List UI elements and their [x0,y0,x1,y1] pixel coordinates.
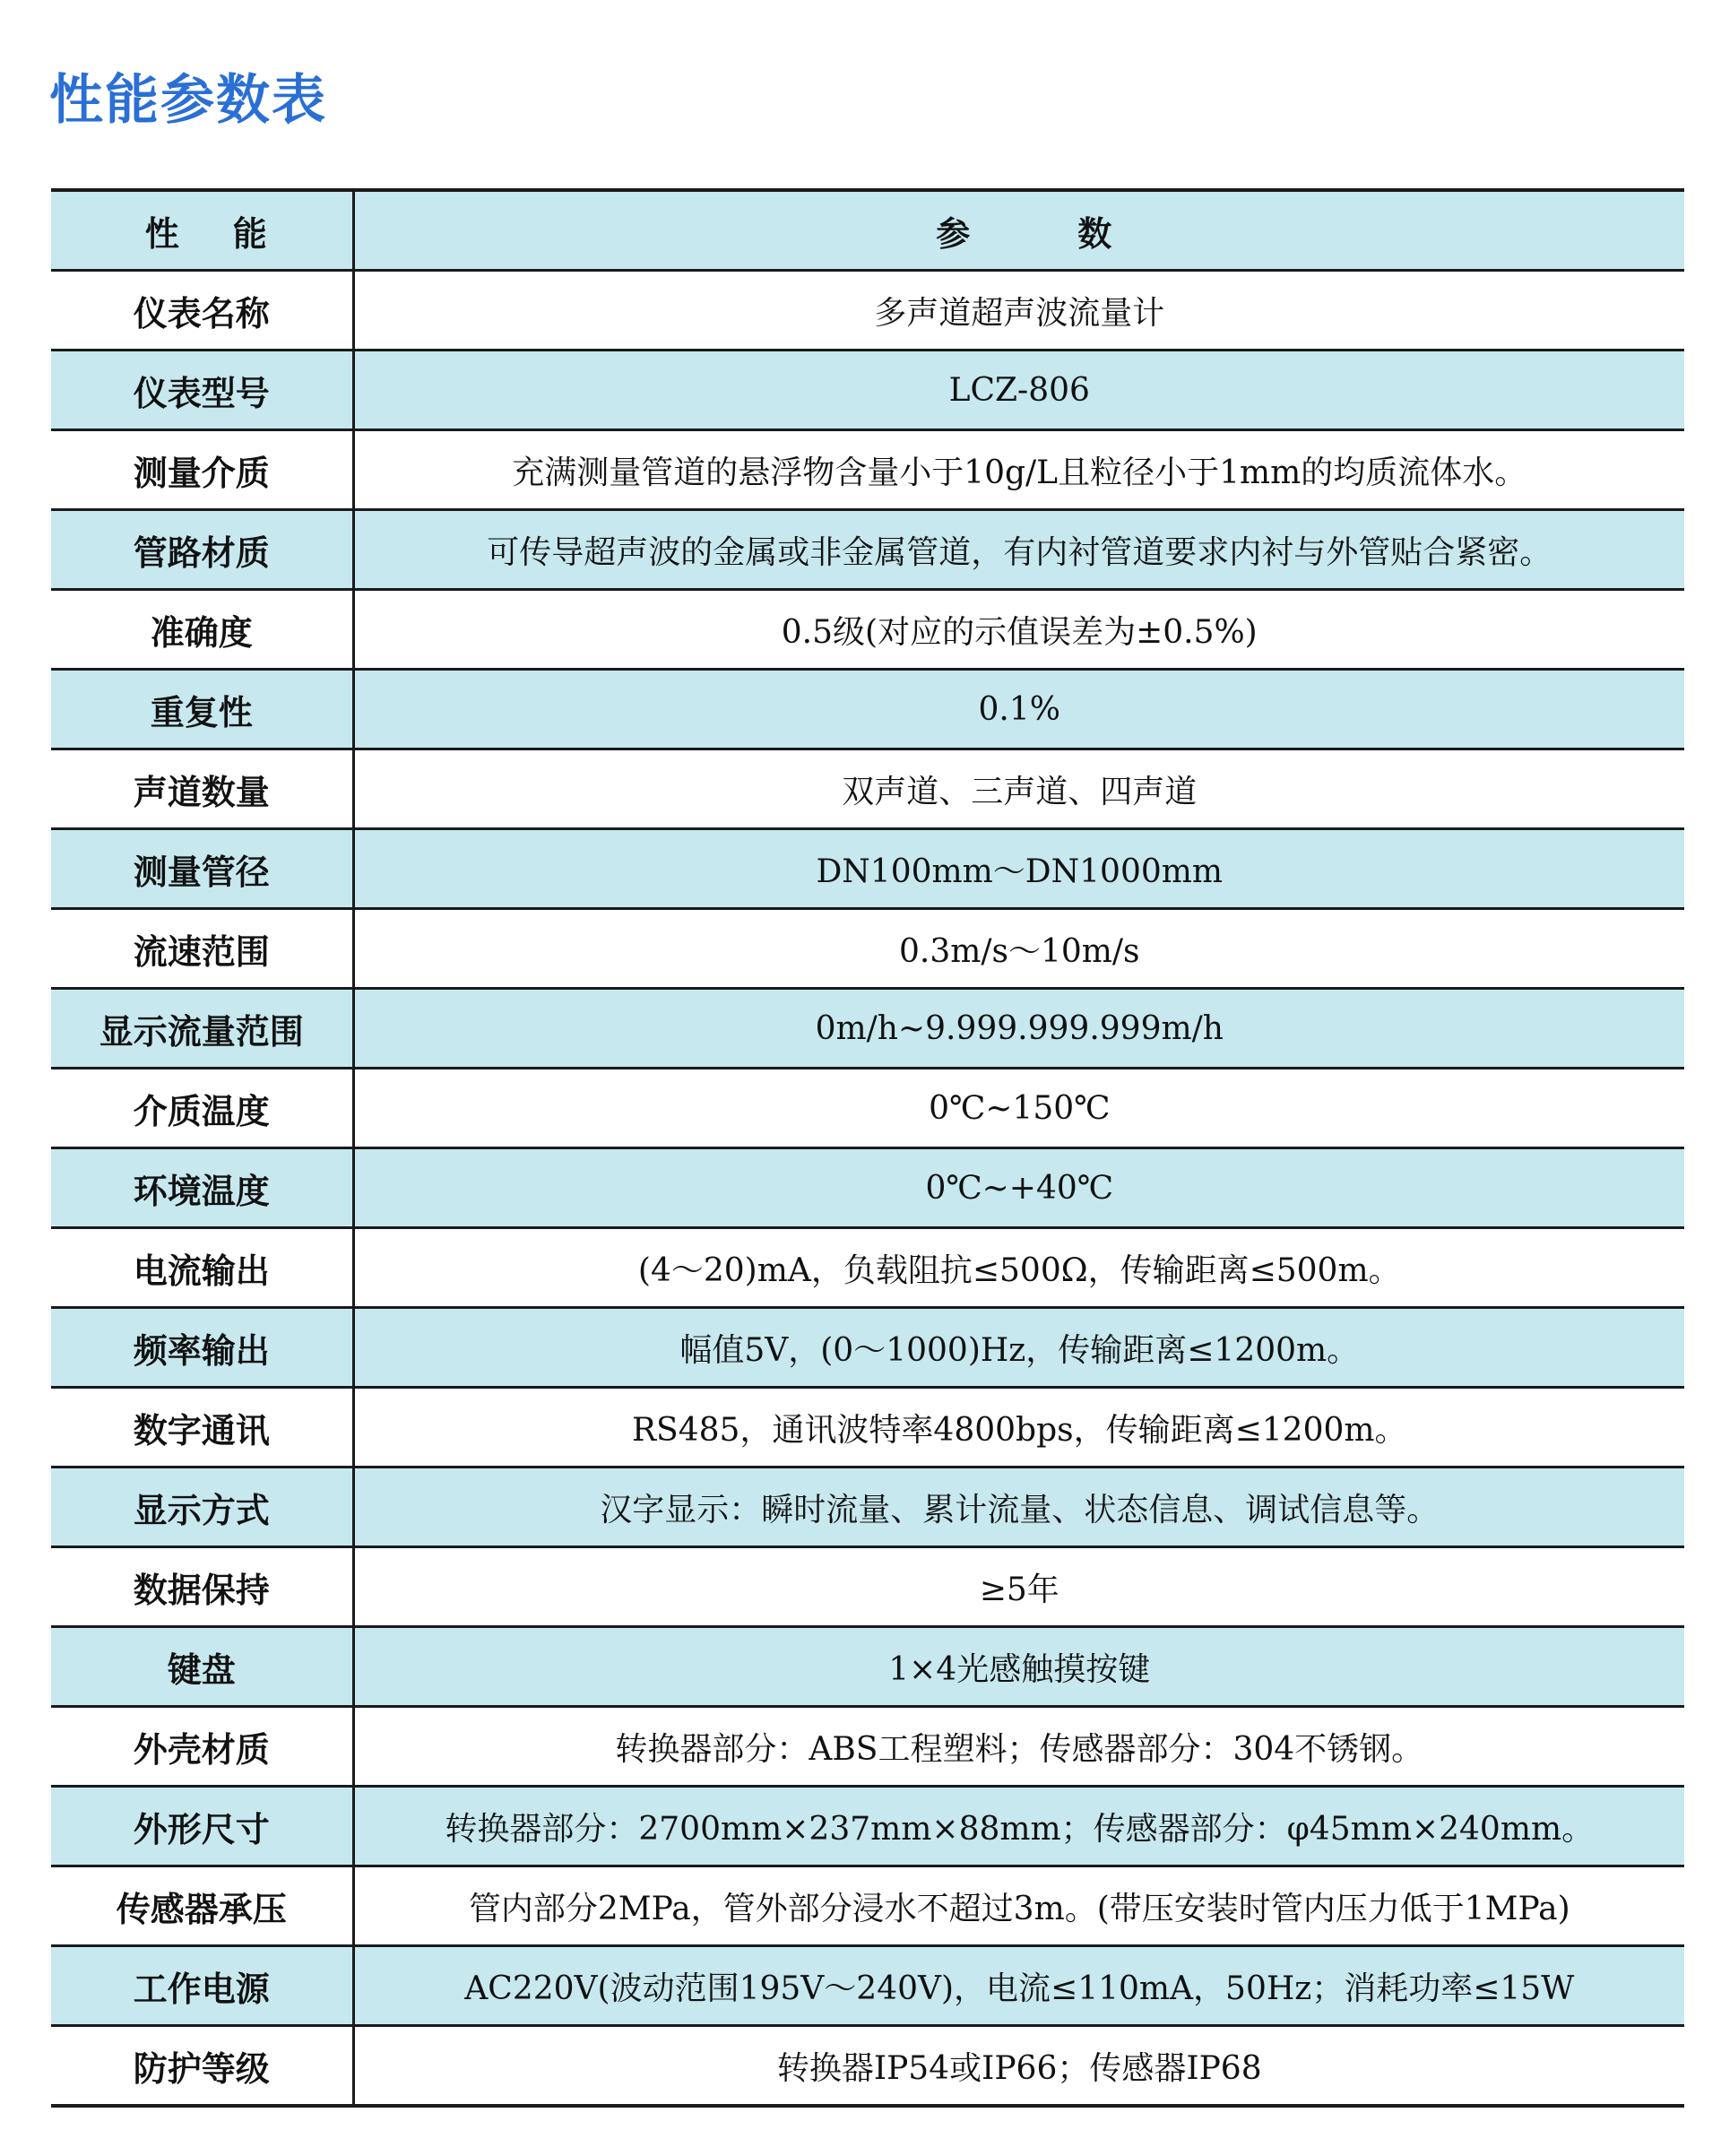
spec-table [51,188,1684,2108]
row-label: 环境温度 [51,1148,353,1228]
header-performance [51,190,353,271]
header-performance-label: 性能 [144,212,321,254]
row-value: 1×4光感触摸按键 [353,1627,1684,1707]
row-label: 仪表型号 [51,351,353,430]
row-value: 汉字显示：瞬时流量、累计流量、状态信息、调试信息等。 [353,1468,1684,1547]
table-row [51,749,1684,829]
row-label: 测量管径 [51,829,353,909]
row-label: 工作电源 [51,1946,353,2026]
row-value: 多声道超声波流量计 [353,271,1684,351]
row-label: 外壳材质 [51,1707,353,1787]
table-header-row [51,190,1684,271]
row-value: LCZ-806 [353,351,1684,430]
row-value: 充满测量管道的悬浮物含量小于10g/L且粒径小于1mm的均质流体水。 [353,430,1684,510]
table-row [51,590,1684,670]
table-row [51,909,1684,989]
row-label: 显示方式 [51,1468,353,1547]
row-value: ≥5年 [353,1547,1684,1627]
row-label: 数字通讯 [51,1388,353,1468]
row-value: DN100mm～DN1000mm [353,829,1684,909]
header-parameters [353,190,1684,271]
row-value: 0.5级(对应的示值误差为±0.5%) [353,590,1684,670]
table-row [51,1946,1684,2026]
row-label: 重复性 [51,670,353,749]
row-value: 0℃~+40℃ [353,1148,1684,1228]
row-label: 频率输出 [51,1308,353,1388]
row-value: 0m/h~9.999.999.999m/h [353,989,1684,1069]
table-row [51,430,1684,510]
table-row [51,829,1684,909]
table-row [51,1866,1684,1946]
table-row [51,2026,1684,2107]
row-label: 外形尺寸 [51,1787,353,1866]
row-label: 数据保持 [51,1547,353,1627]
row-label: 声道数量 [51,749,353,829]
row-label: 流速范围 [51,909,353,989]
page-title: 性能参数表 [49,69,327,132]
row-value: (4～20)mA，负载阻抗≤500Ω，传输距离≤500m。 [353,1228,1684,1308]
table-row [51,1787,1684,1866]
row-label: 键盘 [51,1627,353,1707]
table-row [51,1308,1684,1388]
row-label: 电流输出 [51,1228,353,1308]
row-label: 准确度 [51,590,353,670]
row-value: 0.1% [353,670,1684,749]
row-value: 转换器IP54或IP66；传感器IP68 [353,2026,1684,2107]
row-value: 转换器部分：2700mm×237mm×88mm；传感器部分：φ45mm×240mm。 [353,1787,1684,1866]
row-label: 仪表名称 [51,271,353,351]
table-row [51,351,1684,430]
row-value: 可传导超声波的金属或非金属管道，有内衬管道要求内衬与外管贴合紧密。 [353,510,1684,590]
table-row [51,1707,1684,1787]
row-value: 双声道、三声道、四声道 [353,749,1684,829]
table-row [51,1148,1684,1228]
row-value: 幅值5V，(0～1000)Hz，传输距离≤1200m。 [353,1308,1684,1388]
row-label: 防护等级 [51,2026,353,2107]
row-label: 管路材质 [51,510,353,590]
row-value: 0℃~150℃ [353,1069,1684,1148]
row-label: 介质温度 [51,1069,353,1148]
table-row [51,989,1684,1069]
header-parameters-label: 参数 [936,212,1220,254]
table-row [51,1228,1684,1308]
table-row [51,670,1684,749]
row-value: RS485，通讯波特率4800bps，传输距离≤1200m。 [353,1388,1684,1468]
table-row [51,1547,1684,1627]
row-label: 显示流量范围 [51,989,353,1069]
table-row [51,1627,1684,1707]
row-label: 传感器承压 [51,1866,353,1946]
row-value: 转换器部分：ABS工程塑料；传感器部分：304不锈钢。 [353,1707,1684,1787]
table-row [51,1468,1684,1547]
row-value: 管内部分2MPa，管外部分浸水不超过3m。(带压安装时管内压力低于1MPa) [353,1866,1684,1946]
table-row [51,1069,1684,1148]
row-label: 测量介质 [51,430,353,510]
table-row [51,510,1684,590]
table-row [51,271,1684,351]
row-value: 0.3m/s～10m/s [353,909,1684,989]
table-row [51,1388,1684,1468]
row-value: AC220V(波动范围195V～240V)，电流≤110mA，50Hz；消耗功率≤15W [353,1946,1684,2026]
